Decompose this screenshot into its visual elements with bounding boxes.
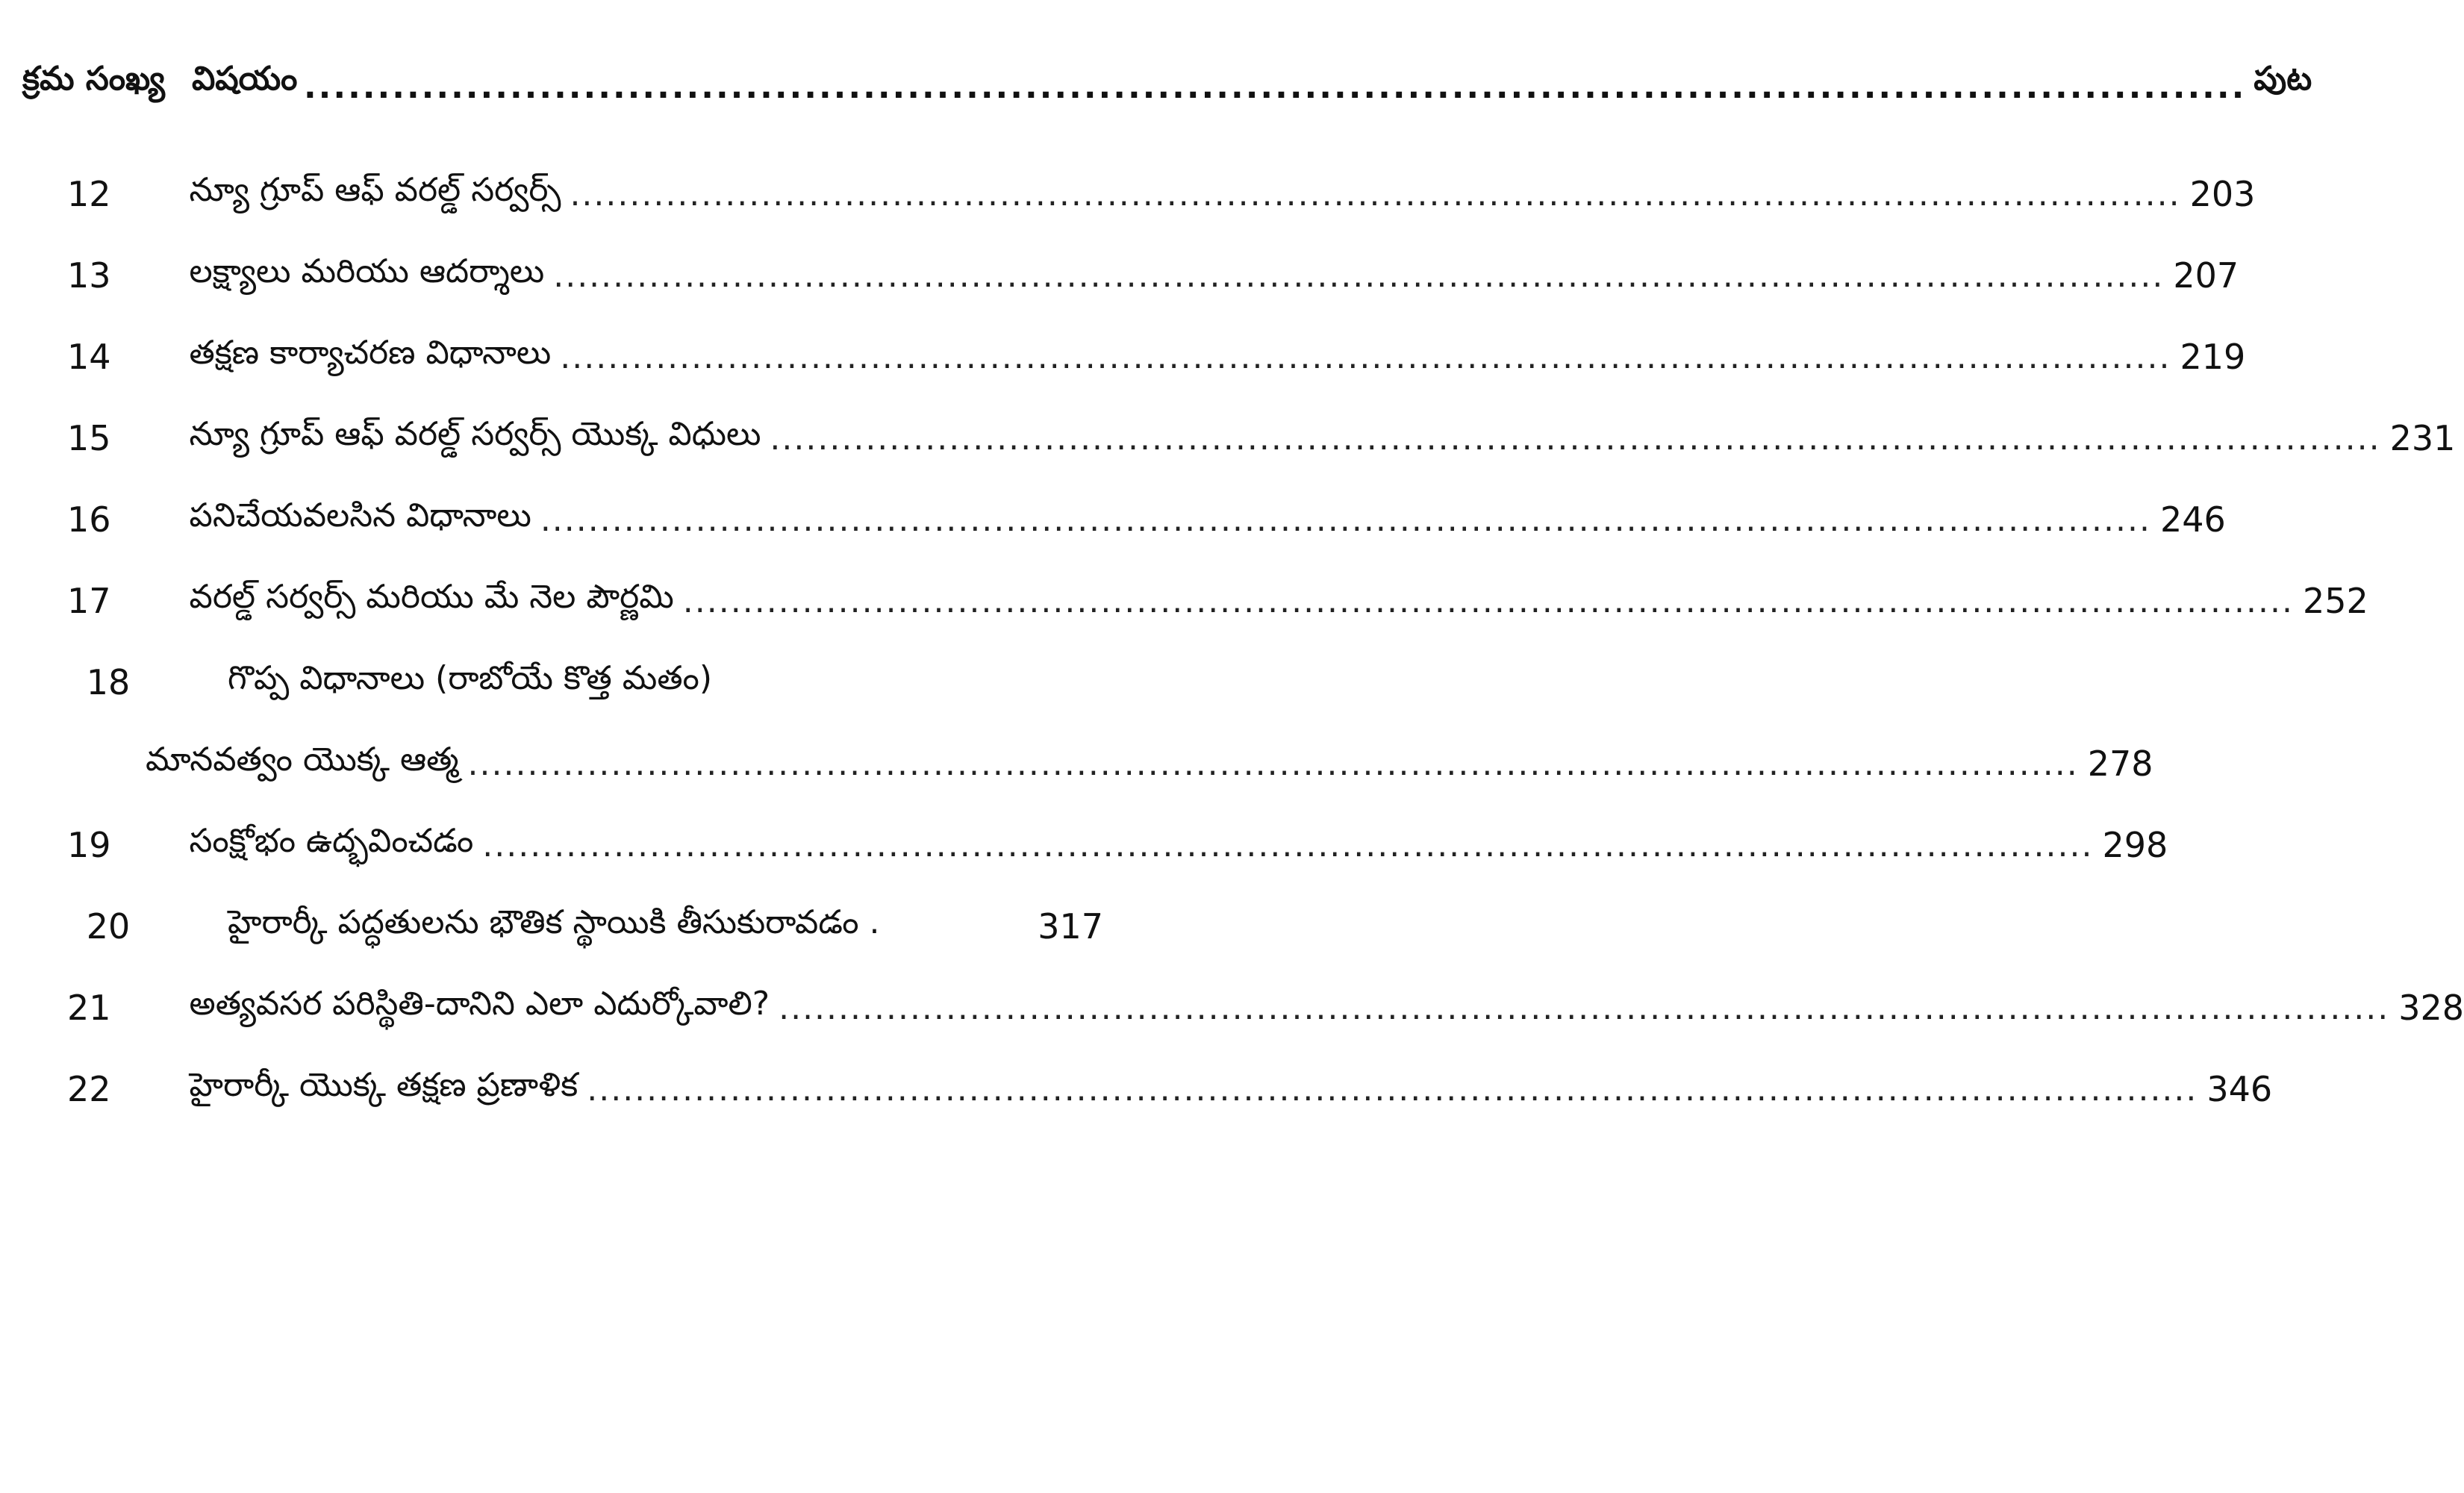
toc-entry [0, 238, 2239, 313]
leader-dots: ....................................................................................................................................... [570, 175, 2181, 213]
entry-title: తక్షణ కార్యాచరణ విధానాలు [189, 334, 552, 372]
entry-title: అత్యవసర పరిస్థితి-దానిని ఎలా ఎదుర్కోవాలి? [189, 985, 770, 1023]
toc-entry [0, 157, 2256, 231]
entry-number: 22 [67, 1069, 111, 1109]
page-heading: పుట [2254, 60, 2312, 98]
entry-number: 15 [67, 418, 111, 458]
entry-page: 278 [2087, 744, 2153, 784]
entry-title: మానవత్వం యొక్క ఆత్మ [146, 741, 459, 779]
entry-number: 16 [67, 499, 111, 540]
entry-title: న్యూ గ్రూప్ ఆఫ్ వరల్డ్ సర్వర్స్ యొక్క విధులు [189, 415, 761, 453]
entry-page: 219 [2180, 337, 2246, 377]
entry-number: 18 [86, 662, 131, 702]
entry-page: 317 [1038, 906, 1103, 947]
toc-header [22, 54, 2312, 106]
entry-page: 203 [2189, 174, 2256, 214]
entry-number: 17 [67, 581, 111, 621]
entry-title: హైరార్కీ పద్ధతులను భౌతిక స్థాయికి తీసుకురావడం . [228, 903, 880, 941]
entry-page: 298 [2102, 825, 2168, 865]
toc-entry [0, 401, 2456, 476]
toc-entry [0, 645, 1120, 720]
entry-number: 19 [67, 825, 111, 865]
toc-entry [0, 726, 2153, 801]
leader-dots: ....................................................................................................................................... [560, 337, 2171, 376]
entry-page: 246 [2159, 499, 2226, 540]
header-leader-dots: .................................................................................................................................... [303, 68, 2247, 106]
toc-entry [0, 1052, 2273, 1126]
leader-dots: ....................................................................................................................................... [540, 500, 2151, 539]
toc-entry [0, 320, 2246, 394]
leader-dots: ....................................................................................................................................... [482, 826, 2094, 864]
entry-title: లక్ష్యాలు మరియు ఆదర్శాలు [189, 252, 545, 290]
entry-page: 207 [2173, 255, 2239, 296]
entry-title: న్యూ గ్రూప్ ఆఫ్ వరల్డ్ సర్వర్స్ [189, 171, 561, 209]
leader-dots: ....................................................................................................................................... [467, 744, 2079, 783]
entry-page: 328 [2398, 988, 2464, 1028]
entry-title: గొప్ప విధానాలు (రాబోయే కొత్త మతం) [228, 659, 713, 697]
leader-dots: ....................................................................................................................................... [587, 1070, 2198, 1109]
leader-dots: ....................................................................................................................................... [553, 256, 2165, 295]
entry-number: 20 [86, 906, 131, 947]
leader-dots: ....................................................................................................................................... [682, 582, 2294, 620]
entry-title: సంక్షోభం ఉద్భవించడం [189, 822, 474, 860]
entry-title: పనిచేయవలసిన విధానాలు [189, 496, 531, 534]
toc-entry [0, 564, 2368, 638]
entry-number: 21 [67, 988, 111, 1028]
leader-dots: ....................................................................................................................................... [770, 419, 2381, 458]
entry-title: హైరార్కీ యొక్క తక్షణ ప్రణాళిక [189, 1066, 578, 1104]
entry-page: 252 [2302, 581, 2368, 621]
entry-number: 14 [67, 337, 111, 377]
toc-entry [0, 482, 2226, 557]
toc-entry [0, 970, 2464, 1045]
toc-entry [0, 889, 1120, 964]
leader-dots: ....................................................................................................................................... [779, 988, 2390, 1027]
entry-title: వరల్డ్ సర్వర్స్ మరియు మే నెల పౌర్ణమి [189, 578, 674, 616]
entry-number: 13 [67, 255, 111, 296]
entry-page: 346 [2206, 1069, 2273, 1109]
serial-number-heading: క్రమ సంఖ్య [22, 60, 165, 98]
entry-page: 231 [2389, 418, 2456, 458]
toc-entry [0, 808, 2168, 882]
subject-heading: విషయం [191, 60, 298, 98]
entry-number: 12 [67, 174, 111, 214]
